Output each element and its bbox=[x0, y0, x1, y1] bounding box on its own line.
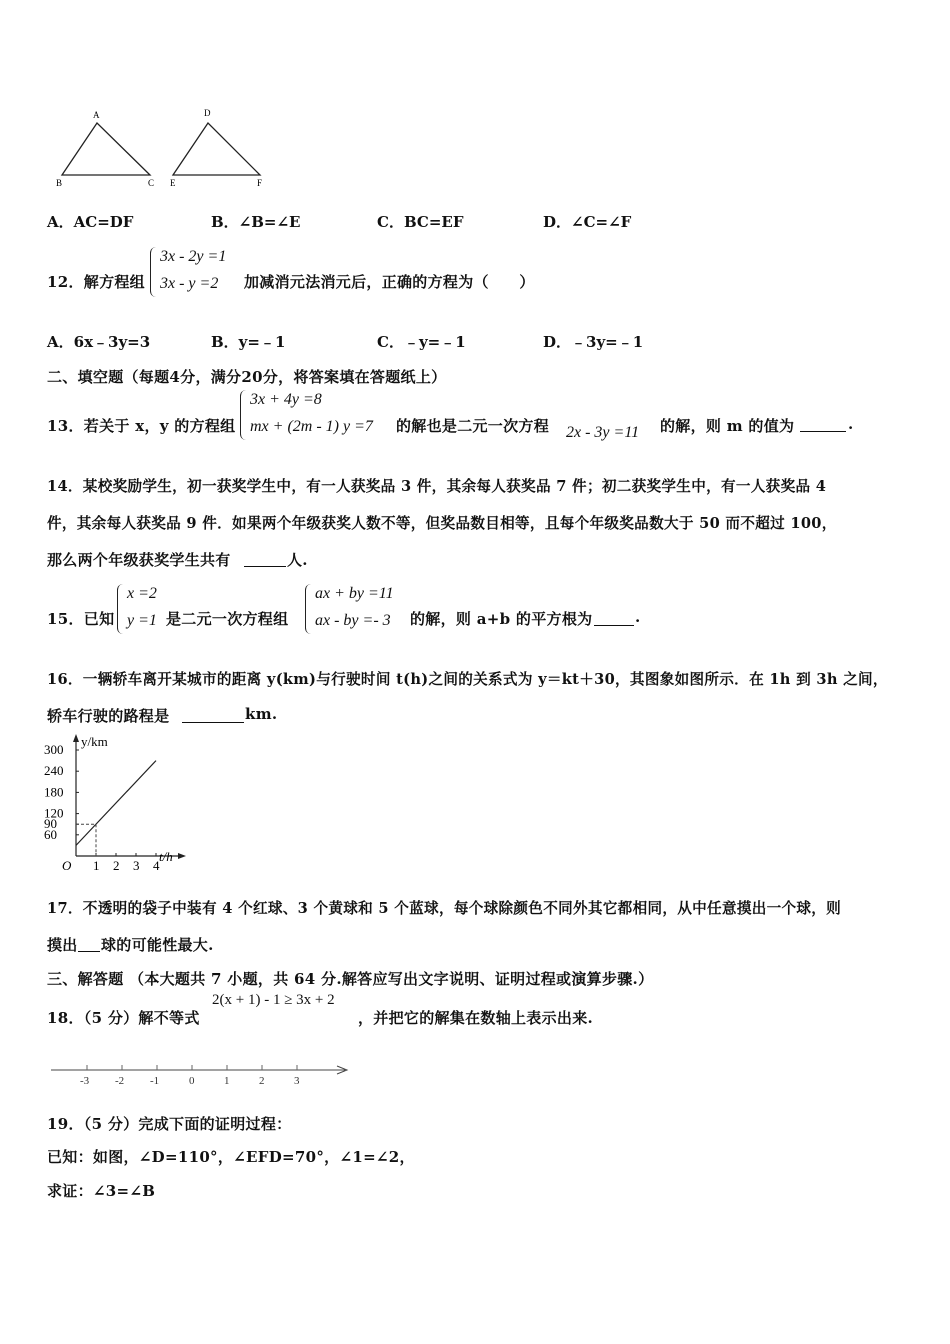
label-d: D bbox=[204, 108, 211, 118]
q12-eq1: 3x - 2y =1 bbox=[160, 248, 227, 265]
q15-prefix: 15．已知 bbox=[47, 610, 115, 628]
y-tick-label: 300 bbox=[44, 742, 64, 757]
number-line-tick-label: -3 bbox=[80, 1075, 90, 1087]
q13-suffix: 的解，则 m 的值为 bbox=[660, 417, 795, 435]
origin-label: O bbox=[62, 858, 72, 873]
label-e: E bbox=[170, 178, 176, 188]
q15-brace-1 bbox=[117, 584, 124, 634]
q14-end: 人. bbox=[287, 551, 308, 569]
x-tick-label: 1 bbox=[93, 858, 100, 873]
q17-line2a: 摸出 bbox=[47, 936, 78, 954]
q18-prefix: 18．（5 分）解不等式 bbox=[47, 1009, 200, 1027]
q15-eq3: ax + by =11 bbox=[315, 585, 394, 602]
q12-option-c: C．﹣y=﹣1 bbox=[377, 333, 466, 351]
triangles-figure bbox=[50, 105, 280, 195]
q18-number-line bbox=[45, 1055, 355, 1090]
label-c: C bbox=[148, 178, 155, 188]
q16-answer-blank bbox=[182, 722, 244, 723]
q13-system bbox=[240, 390, 400, 442]
y-tick-label: 180 bbox=[44, 784, 64, 800]
y-axis-label: y/km bbox=[81, 734, 108, 749]
q12-brace bbox=[150, 247, 157, 297]
q18-inequality: 2(x + 1) - 1 ≥ 3x + 2 bbox=[212, 992, 335, 1008]
q13-eq1: 3x + 4y =8 bbox=[250, 391, 322, 408]
q15-eq1: x =2 bbox=[127, 585, 157, 602]
q19-line2: 已知：如图，∠D=110°，∠EFD=70°，∠1=∠2， bbox=[47, 1148, 415, 1166]
q15-mid: 是二元一次方程组 bbox=[166, 610, 289, 628]
q14-line2: 件，其余每人获奖品 9 件．如果两个年级获奖人数不等，但奖品数目相等，且每个年级奖品数大于 50 而不超过 100， bbox=[47, 515, 837, 532]
q12-prefix: 12．解方程组 bbox=[47, 273, 145, 291]
q11-option-b: B．∠B=∠E bbox=[211, 213, 301, 231]
q19-line3: 求证：∠3=∠B bbox=[47, 1182, 156, 1200]
q16-end: km. bbox=[245, 705, 278, 723]
q18-suffix: ，并把它的解集在数轴上表示出来. bbox=[358, 1009, 594, 1027]
q12-suffix: 加减消元法消元后，正确的方程为（ ） bbox=[244, 273, 535, 291]
q16-line-chart bbox=[40, 730, 200, 880]
label-a: A bbox=[93, 110, 100, 120]
y-tick-label: 120 bbox=[44, 805, 64, 821]
section2-heading: 二、填空题（每题4分，满分20分，将答案填在答题纸上） bbox=[47, 368, 447, 386]
q17-line2b: 球的可能性最大. bbox=[101, 936, 214, 954]
x-tick-label: 4 bbox=[153, 858, 160, 873]
number-line-tick-label: 2 bbox=[259, 1075, 265, 1087]
q11-option-a: A．AC=DF bbox=[47, 213, 134, 231]
q14-answer-blank bbox=[244, 566, 286, 567]
number-line-tick-label: 0 bbox=[189, 1075, 195, 1087]
q12-option-b: B．y=﹣1 bbox=[211, 333, 286, 351]
q17-line1: 17．不透明的袋子中装有 4 个红球、3 个黄球和 5 个蓝球，每个球除颜色不同外其它都相同，从中任意摸出一个球，则 bbox=[47, 900, 842, 917]
y-axis-arrow bbox=[73, 734, 79, 742]
q12-option-d: D．﹣3y=﹣1 bbox=[543, 333, 644, 351]
triangle-def bbox=[173, 123, 260, 175]
x-tick-label: 3 bbox=[133, 858, 140, 873]
series-line bbox=[76, 761, 156, 846]
y-tick-label: 90 bbox=[44, 816, 57, 832]
number-line-tick-label: 3 bbox=[294, 1075, 300, 1087]
q13-eq3: 2x - 3y =11 bbox=[566, 424, 640, 441]
section3-heading: 三、解答题 （本大题共 7 小题，共 64 分.解答应写出文字说明、证明过程或演算步骤.） bbox=[47, 970, 654, 988]
q12-eq2: 3x - y =2 bbox=[160, 275, 219, 292]
q16-line2: 轿车行驶的路程是 bbox=[47, 707, 170, 725]
y-tick-label: 60 bbox=[44, 826, 57, 842]
q13-mid: 的解也是二元一次方程 bbox=[396, 417, 550, 435]
q15-system-equations bbox=[305, 584, 415, 636]
label-b: B bbox=[56, 178, 63, 188]
x-axis-arrow bbox=[178, 853, 186, 859]
q12-option-a: A．6x﹣3y=3 bbox=[47, 333, 151, 351]
q15-suffix: 的解，则 a+b 的平方根为 bbox=[410, 610, 593, 628]
q15-eq4: ax - by =- 3 bbox=[315, 612, 391, 629]
q16-line1: 16．一辆轿车离开某城市的距离 y(km)与行驶时间 t(h)之间的关系式为 y＝kt＋30，其图象如图所示．在 1h 到 3h 之间， bbox=[47, 671, 888, 688]
q15-eq2: y =1 bbox=[127, 612, 157, 629]
q13-brace bbox=[240, 390, 247, 440]
number-line-tick-label: -2 bbox=[115, 1075, 125, 1087]
x-axis-label: t/h bbox=[159, 849, 173, 864]
q14-line3: 那么两个年级获奖学生共有 bbox=[47, 551, 231, 569]
q13-prefix: 13．若关于 x，y 的方程组 bbox=[47, 417, 236, 435]
q11-option-d: D．∠C=∠F bbox=[543, 213, 632, 231]
number-line-tick-label: -1 bbox=[150, 1075, 160, 1087]
q15-answer-blank bbox=[594, 625, 634, 626]
x-tick-label: 2 bbox=[113, 858, 120, 873]
q13-answer-blank bbox=[800, 431, 846, 432]
q17-answer-blank bbox=[78, 951, 100, 952]
y-tick-label: 240 bbox=[44, 763, 64, 779]
q14-line1: 14．某校奖励学生，初一获奖学生中，有一人获奖品 3 件，其余每人获奖品 7 件；初二获奖学生中，有一人获奖品 4 bbox=[47, 478, 827, 495]
q11-option-c: C．BC=EF bbox=[377, 213, 464, 231]
number-line-tick-label: 1 bbox=[224, 1075, 230, 1087]
q13-end: . bbox=[848, 415, 854, 433]
q13-eq2: mx + (2m - 1) y =7 bbox=[250, 418, 373, 435]
q19-line1: 19．（5 分）完成下面的证明过程： bbox=[47, 1115, 292, 1133]
triangle-abc bbox=[62, 123, 150, 175]
label-f: F bbox=[257, 178, 263, 188]
q15-brace-2 bbox=[305, 584, 312, 634]
q15-end: . bbox=[635, 608, 641, 626]
